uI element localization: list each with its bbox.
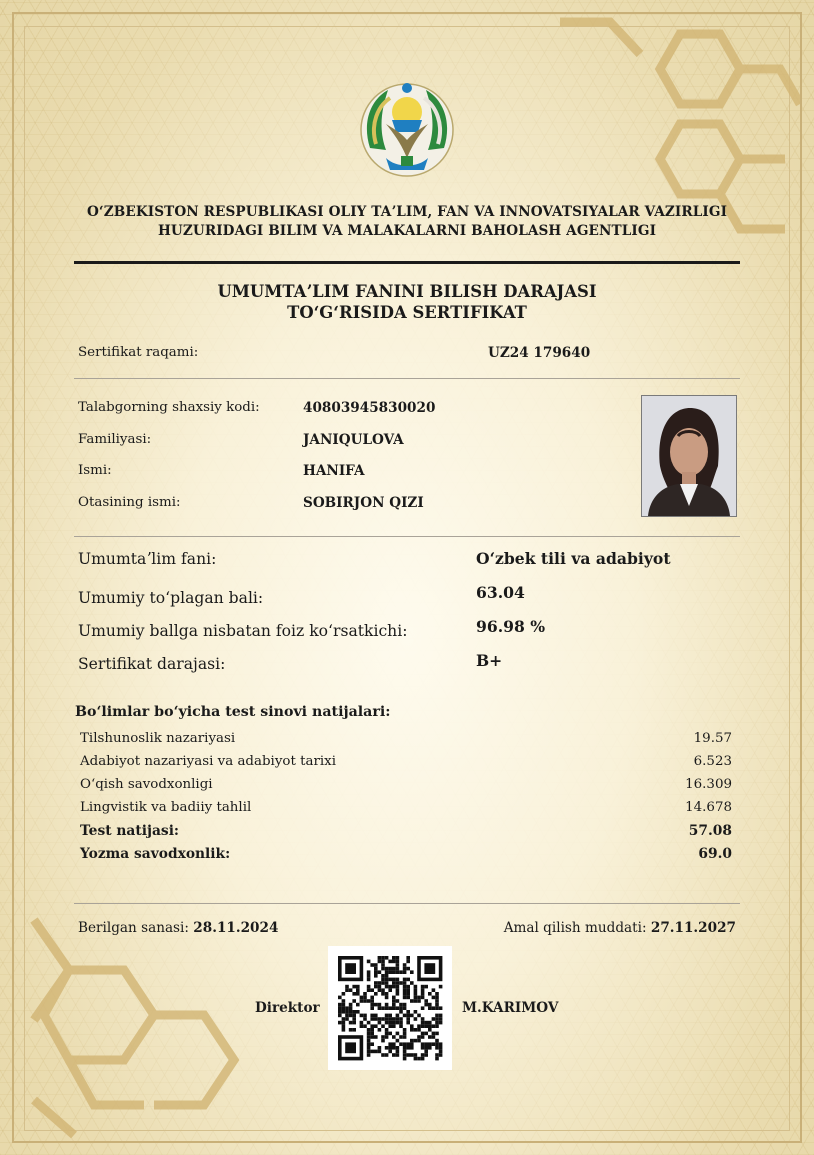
grade-label: Sertifikat darajasi: xyxy=(78,655,226,673)
subject-value: Oʻzbek tili va adabiyot xyxy=(476,549,671,568)
certificate-number-label: Sertifikat raqami: xyxy=(78,345,199,360)
state-emblem xyxy=(356,78,458,180)
patronymic-value: SOBIRJON QIZI xyxy=(303,495,424,511)
result-value: 19.57 xyxy=(693,731,732,746)
test-total-value: 57.08 xyxy=(688,823,732,839)
ministry-line-1: OʻZBEKISTON RESPUBLIKASI OLIY TAʼLIM, FAN VA INNOVATSIYALAR VAZIRLIGI xyxy=(86,204,728,220)
divider-3 xyxy=(74,903,740,904)
issued-date xyxy=(78,920,278,936)
test-total-label: Test natijasi: xyxy=(80,823,180,839)
results-title: Boʻlimlar boʻyicha test sinovi natijalari: xyxy=(75,704,391,720)
writing-label: Yozma savodxonlik: xyxy=(80,846,231,862)
issued-label: Berilgan sanasi: xyxy=(78,920,189,936)
qr-code xyxy=(328,946,452,1070)
applicant-photo xyxy=(641,395,737,517)
divider-1 xyxy=(74,378,740,379)
divider-2 xyxy=(74,536,740,537)
grade-value: B+ xyxy=(476,651,503,670)
issued-value: 28.11.2024 xyxy=(193,920,279,936)
result-value: 14.678 xyxy=(685,800,732,815)
result-name: Tilshunoslik nazariyasi xyxy=(80,731,236,746)
title-line-2: TOʻGʻRISIDA SERTIFIKAT xyxy=(287,303,527,322)
personal-id-label: Talabgorning shaxsiy kodi: xyxy=(78,400,260,415)
director-name: M.KARIMOV xyxy=(462,1000,559,1016)
percent-value: 96.98 % xyxy=(476,617,546,636)
certificate-number-value: UZ24 179640 xyxy=(488,345,591,361)
name-label: Ismi: xyxy=(78,463,112,478)
director-label: Direktor xyxy=(255,1000,320,1016)
name-value: HANIFA xyxy=(303,463,365,479)
patronymic-label: Otasining ismi: xyxy=(78,495,181,510)
result-value: 16.309 xyxy=(685,777,732,792)
corner-ornament-bottom-left xyxy=(14,900,274,1140)
surname-label: Familiyasi: xyxy=(78,432,152,447)
header-divider xyxy=(74,261,740,264)
result-name: Oʻqish savodxonligi xyxy=(80,777,213,792)
result-name: Adabiyot nazariyasi va adabiyot tarixi xyxy=(80,754,336,769)
personal-id-value: 40803945830020 xyxy=(303,400,436,416)
title-line-1: UMUMTAʼLIM FANINI BILISH DARAJASI xyxy=(217,282,597,301)
result-name: Lingvistik va badiiy tahlil xyxy=(80,800,252,815)
valid-until xyxy=(504,920,736,936)
certificate-title xyxy=(40,281,774,323)
ministry-line-2: HUZURIDAGI BILIM VA MALAKALARNI BAHOLASH AGENTLIGI xyxy=(157,223,657,239)
score-label: Umumiy toʻplagan bali: xyxy=(78,589,264,607)
valid-value: 27.11.2027 xyxy=(650,920,736,936)
percent-label: Umumiy ballga nisbatan foiz koʻrsatkichi: xyxy=(78,622,408,640)
result-value: 6.523 xyxy=(693,754,732,769)
writing-value: 69.0 xyxy=(698,846,732,862)
agency-header xyxy=(40,203,774,241)
valid-label: Amal qilish muddati: xyxy=(503,920,647,936)
score-value: 63.04 xyxy=(476,583,525,602)
subject-label: Umumtaʼlim fani: xyxy=(78,550,217,568)
surname-value: JANIQULOVA xyxy=(303,432,404,448)
